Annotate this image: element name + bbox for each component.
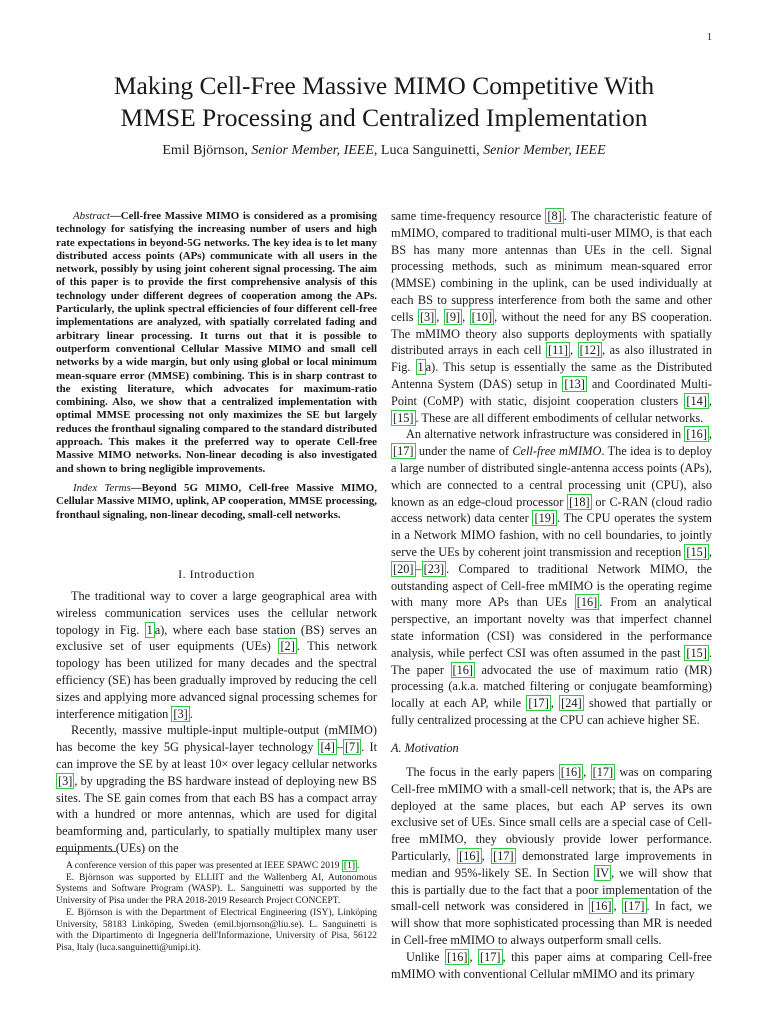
citation-link[interactable]: [20] [393,561,414,576]
page-number: 1 [707,32,712,43]
citation-link[interactable]: [18] [569,494,590,509]
citation-link[interactable]: [17] [480,949,501,964]
paper-title: Making Cell-Free Massive MIMO Competitive With MMSE Processing and Centralized Implementation [113,71,655,132]
section-link[interactable]: IV [596,865,610,880]
introduction-body: The traditional way to cover a large geographical area with wireless communication services uses the cellular network topology in Fig. 1 a), where each base station (BS) serves an exclusive set of user equipments (UEs) [2] . This network topology has been utilized for many decades and the spectral efficiency (SE) has been gradually improved by reducing the cell sizes and applying more advanced signal processing schemes for interference mitigation [3] . Recently, massive multiple-input multiple-output (mMIMO) has become the key 5G physical-layer technology [4] – [7] . It can improve the SE by at least 10× over legacy cellular networks [3] , by upgrading the BS hardware instead of deploying new BS sites. The SE gain comes from that each BS has a compact array with a hundred or more antennas, which are used for digital beamforming and, particularly, to spatially multiplex many user equipments (UEs) on the [56,589,377,855]
citation-link[interactable]: [17] [393,444,414,459]
citation-link[interactable]: [7] [344,740,360,755]
citation-link[interactable]: [17] [493,848,514,863]
citation-link[interactable]: [9] [445,309,461,324]
citation-link[interactable]: [15] [686,645,707,660]
citation-link[interactable]: [16] [452,662,474,677]
citation-link[interactable]: [3] [419,309,435,324]
citation-link[interactable]: [13] [564,376,585,391]
citation-link[interactable]: [16] [560,765,582,779]
citation-link[interactable]: [24] [561,696,582,711]
section-heading-introduction: I. Introduction [178,567,255,581]
citation-link[interactable]: [15] [393,410,414,425]
citation-link[interactable]: [3] [173,706,188,721]
citation-link[interactable]: [16] [446,949,468,964]
citation-link[interactable]: [17] [592,765,614,779]
citation-link[interactable]: [16] [590,899,612,914]
citation-link[interactable]: [17] [528,696,549,711]
citation-link[interactable]: [2] [280,639,295,654]
figure-link[interactable]: 1 [146,622,153,637]
citation-link[interactable]: [3] [58,773,73,788]
citation-link[interactable]: [14] [686,393,707,408]
citation-link[interactable]: [1] [343,861,355,871]
citation-link[interactable]: [23] [423,561,445,576]
motivation-body: The focus in the early papers [16] , [17] was on comparing Cell-free mMIMO with a small-cell network; that is, the APs are deployed at the same places, but each AP serves its own exclusive set of UEs. Since small cells are a special case of Cell-free mMIMO, they obviously provide lower performance. Particularly, [16] , [17] demonstrated large improvements in median and 95%-likely SE. In Section IV , we will show that this is partially due to the fact that a poor implementation of the small-cell network was considered in [16] , [17] . In fact, we will show that more sophisticated processing than MR is needed in Cell-free mMIMO to always outperform small cells. Unlike [16] , [17] , this paper aims at comparing Cell-free mMIMO with conventional Cellular mMIMO and its primary [391,765,712,981]
citation-link[interactable]: [4] [320,740,335,755]
footnotes: A conference version of this paper was presented at IEEE SPAWC 2019 [1] . E. Björnson was supported by ELLIIT and the Wallenberg AI, Autonomous Systems and Software Program (WASP). L. Sanguinetti was supported by the University of Pisa under the PRA 2018-2019 Research Project CONCEPT. E. Björnson is with the Department of Electrical Engineering (ISY), Linköping University, 58183 Linköping, Sweden (emil.bjornson@liu.se). L. Sanguinetti is with the Dipartimento di Ingegneria dell'Informazione, University of Pisa, 56122 Pisa, Italy (luca.sanguinetti@unipi.it). [56,861,377,953]
citation-link[interactable]: [12] [579,343,601,358]
citation-link[interactable]: [11] [548,343,569,358]
author-line: Emil Björnson, Senior Member, IEEE, Luca Sanguinetti, Senior Member, IEEE [162,143,606,158]
citation-link[interactable]: [10] [471,309,493,324]
citation-link[interactable]: [16] [686,427,707,442]
citation-link[interactable]: [19] [534,511,555,526]
abstract: Abstract—Cell-free Massive MIMO is considered as a promising technology for satisfying the increasing number of users and high rate expectations in beyond-5G networks. The key idea is to let many distributed access points (APs) communicate with all users in the network, possibly by using joint coherent signal processing. The aim of this paper is to provide the first comprehensive analysis of this technology under different degrees of cooperation among the APs. Particularly, the uplink spectral efficiencies of four different cell-free implementations are analyzed, with spatially correlated fading and arbitrary linear processing. It turns out that it is possible to outperform conventional Cellular Massive MIMO and small cell networks by a wide margin, but only using global or local minimum mean-square error (MMSE) combining. This is in sharp contrast to the existing literature, which advocates for maximum-ratio combining. Also, we show that a centralized implementation with optimal MMSE processing not only maximizes the SE but largely reduces the fronthaul signaling compared to the standard distributed approach. This makes it the preferred way to operate Cell-free Massive MIMO networks. Non-linear decoding is also investigated and shown to bring negligible improvements. Index Terms—Beyond 5G MIMO, Cell-free Massive MIMO, Cellular Massive MIMO, uplink, AP cooperation, MMSE processing, fronthaul signaling, non-linear decoding, small-cell networks. [56,210,377,521]
right-column-body: same time-frequency resource [8] . The characteristic feature of mMIMO, compared to traditional multi-user MIMO, is that each BS has many more antennas than UEs in the cell. Signal processing methods, such as minimum mean-squared error (MMSE) combining in the uplink, can be used individually at each BS to suppress interference from both the same and other cells [3] , [9] , [10] , without the need for any BS cooperation. The mMIMO theory also supports deployments with spatially distributed arrays in each cell [11] , [12] , as also illustrated in Fig. 1 a). This setup is essentially the same as the Distributed Antenna System (DAS) setup in [13] and Coordinated Multi-Point (CoMP) with static, disjoint cooperation clusters [14] , [15] . These are all different embodiments of cellular networks. An alternative network infrastructure was considered in [16] , [17] under the name of Cell-free mMIMO. The idea is to deploy a large number of distributed single-antenna access points (APs), which are connected to a central processing unit (CPU), also known as an edge-cloud processor [18] or C-RAN (cloud radio access network) data center [19] . The CPU operates the system in a Network MIMO fashion, with no cell boundaries, to jointly serve the UEs by coherent joint transmission and reception [15] , [20] – [23] . Compared to traditional Network MIMO, the outstanding aspect of Cell-free mMIMO is the operating regime with many more APs than UEs [16] . From an analytical perspective, an important novelty was that imperfect channel state information (CSI) was considered in the performance analysis, while perfect CSI was often assumed in the past [15] . The paper [16] advocated the use of maximum ratio (MR) processing (a.k.a. matched filtering or conjugate beamforming) locally at each AP, while [17] , [24] showed that partially or fully centralized processing at the CPU can achieve higher SE. [391,209,713,727]
citation-link[interactable]: [16] [459,848,480,863]
footnote-rule [56,851,116,852]
citation-link[interactable]: [8] [547,209,562,223]
citation-link[interactable]: [17] [624,899,645,914]
figure-link[interactable]: 1 [417,360,424,375]
subsection-heading-motivation: A. Motivation [391,741,459,755]
citation-link[interactable]: [15] [686,544,707,559]
citation-link[interactable]: [16] [576,595,598,610]
